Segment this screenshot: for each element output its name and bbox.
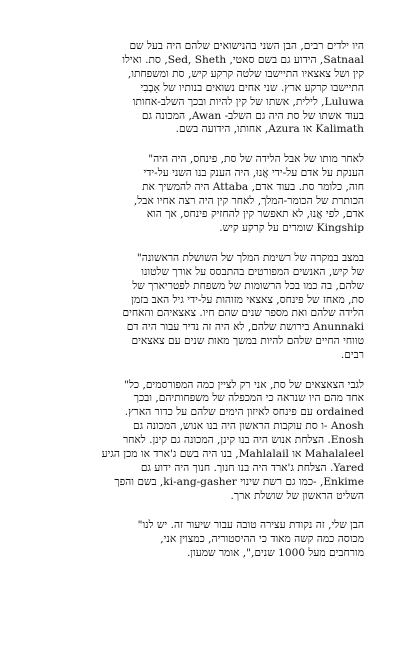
text-line: Kalimath או Azura, אחותו, הידועה בשם. <box>175 123 364 136</box>
text-line: של קיש, האנשים המפורטים בהתבסס על אורך שלטונו <box>141 265 364 278</box>
text-line: הבן שלי, זה נקודת עצירה טובה עבור שיעור זה. יש לנו" <box>137 519 364 532</box>
text-line: Satnaal, הידוע גם בשם סאטי, Sed, Sheth, סת. ואילו <box>122 53 364 66</box>
paragraph-1 <box>56 40 364 137</box>
paragraph-2 <box>56 153 364 236</box>
text-line: סת, מאחז של פינחס, צאצאי מזוהות על-ידי גיל האב בזמן <box>131 293 364 306</box>
paragraph-5 <box>56 519 364 561</box>
text-line: שלהם, בה כמו בכל הרשומות של משפחת לפטריארך של <box>132 279 364 292</box>
text-line: ordained עם פינחס לאיזון הימים שלהם על כדור הארץ. <box>124 406 364 419</box>
text-line: Mahalaleel או Mahlalail, בנו היה בשם ג'ארד או מכן הגיע <box>101 448 364 461</box>
text-line: הלידה שלהם ואת מספר שנים שהם חיו. צאצאיהם והאחים <box>122 307 364 320</box>
text-line: טווחי החיים שלהם להיות במשך מאות שנים עם צאצאים <box>131 335 364 348</box>
text-line: מורחבים מעל 1000 שנים,", אומר שמעון. <box>186 547 364 559</box>
text-line: היו ילדים רבים, הבן השני בהנישואים שלהם היה בעל שם <box>129 40 364 52</box>
text-line: Enkime, -כמו גם רשת שינוי ki-ang-gasher, בשם והפך <box>114 475 364 488</box>
text-line: Anosh -ו סת עוקבות הראשון היה בנו אנוש, המכונה גם <box>133 420 364 433</box>
text-line: Enosh. הצלחת אנוש היה בנו קינן, המכונה גם קינן. לאחר <box>122 434 364 447</box>
text-line: השליט הראשון של שושלת ארך. <box>230 489 364 502</box>
paragraph-4 <box>56 379 364 504</box>
text-line: לגבי הצאצאים של סת, אני רק לציין כמה המפורסמים, כל" <box>124 378 364 391</box>
text-line: בעוד אשתו של סת היה גם השלב- Awan, המכונה גם <box>141 109 364 122</box>
text-line: Kingship שומרים על קרקע קיש. <box>219 222 364 235</box>
text-line: רבים. <box>340 349 364 362</box>
text-line: אחד מהם היו שנראה כי המכפלה של משפחותיהם, ובכך <box>133 392 364 405</box>
paragraph-3 <box>56 252 364 363</box>
text-line: קין ושל צאצאיו התיישבו שלטה קרקע קיש, סת ומשפחתו, <box>127 67 364 80</box>
text-line: מכוסה כמה קשה מאוד כי ההיסטוריה, כמצוין אני, <box>160 533 364 546</box>
text-line: במצב במקרה של רשימת המלך של השושלת הראשונה" <box>136 251 364 264</box>
text-line: Luluwa, לילית, אשתו של קין להיות ובכך השלב-אחותו <box>132 95 364 108</box>
text-line: הכותרת של הכומר-המלך, לאחר קין היה רצה אחיו אבל, <box>133 194 364 207</box>
text-line: Yared. הצלחת ג'ארד היה בנו חנוך. חנוך היה ידוע גם <box>140 461 364 474</box>
text-line: הענקת על אדם על-ידי אֲנוּ, היה הענק בנו השני על-ידי <box>143 166 364 179</box>
text-line: Anunnaki בירושת שלהם, לא היה זה נדיר עבור היה דם <box>126 321 364 334</box>
text-line: התיישבו קרקע ארץ. שני אחים נשואים בנותיו של אָבָבִי <box>140 81 364 94</box>
text-line: לאחר מותו של אבל הלידה של סת, פינחס, היה היה" <box>148 152 364 165</box>
text-line: אדם, לפי אֲנוּ, לא תאפשר קין להחזיק פינחס, אך הוא <box>146 208 364 221</box>
text-line: חוה, כלומר סת. בעוד אדם, Attaba היה להמשיך את <box>142 180 364 193</box>
